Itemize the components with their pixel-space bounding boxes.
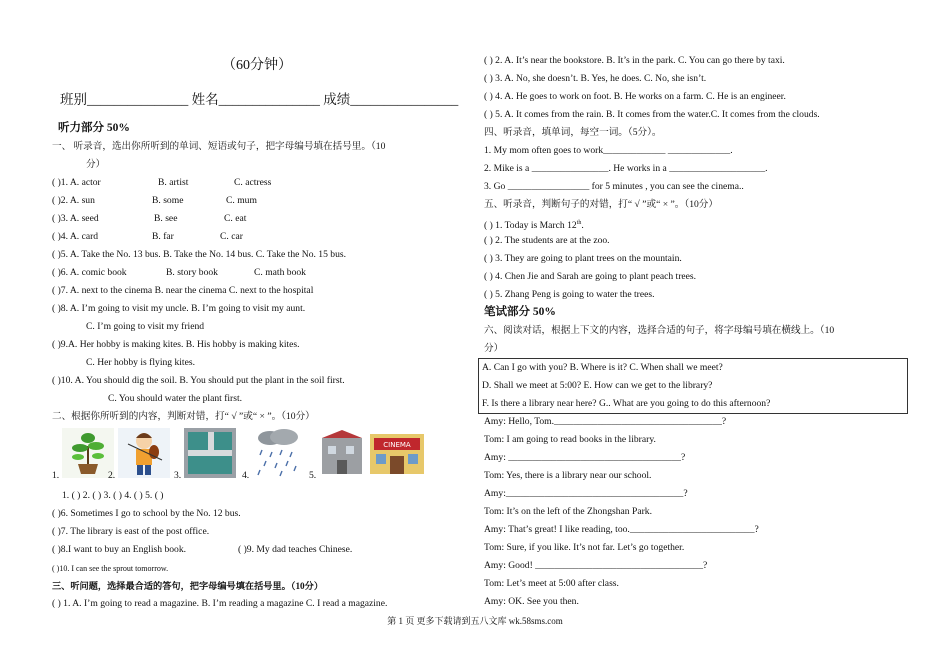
s4-question-3: 3. Go _________________ for 5 minutes , you can see the cinema.. [484,181,744,192]
options-row-3: F. Is there a library near here? G.. What are you going to do this afternoon? [482,398,771,409]
section4-instructions: 四、听录音，填单词，每空一词。（5分）。 [484,127,662,138]
s5-question-5: ( ) 5. Zhang Peng is going to water the trees. [484,289,655,300]
s1-question-9: ( )9.A. Her hobby is making kites. B. His hobby is making kites. [52,339,300,350]
section6-instructions-cont: 分） [484,343,504,354]
rain-picture [252,428,304,478]
cinema-picture [318,428,428,478]
section1-instructions: 一、 听录音，选出你所听到的单词、短语或句子，把字母编号填在括号里。（10 [52,141,386,152]
picture-number-2: 2. [108,470,116,481]
s3-question-3: ( ) 3. A. No, she doesn’t. B. Yes, he does. C. No, she isn’t. [484,73,707,84]
s4-question-2: 2. Mike is a ________________. He works in a ____________________. [484,163,768,174]
s3-question-4: ( ) 4. A. He goes to work on foot. B. He works on a farm. C. He is an engineer. [484,91,786,102]
s5-question-2: ( ) 2. The students are at the zoo. [484,235,610,246]
s3-question-5: ( ) 5. A. It comes from the rain. B. It comes from the water.C. It comes from the clouds. [484,109,820,120]
s2-question-8: ( )8.I want to buy an English book. [52,544,187,555]
section6-instructions: 六、阅读对话，根据上下文的内容，选择合适的句子，将字母编号填在横线上。（10 [484,325,835,336]
section5-instructions: 五、听录音，判断句子的对错，打“ √ ”或“ × ”。（10分） [484,199,718,210]
picture-number-5: 5. [309,470,317,481]
s1-question-10: ( )10. A. You should dig the soil. B. You should put the plant in the soil first. [52,375,345,386]
s1-question-2: ( )2. A. sun B. some C. mum [52,195,257,206]
section1-instructions-cont: 分） [86,159,106,170]
s1-question-10-option-c: C. You should water the plant first. [108,393,243,404]
dialog-line: Amy: Hello, Tom.___________________________________? [484,416,727,427]
exam-duration-title: （60分钟） [222,58,292,73]
dialog-line: Tom: Sure, if you like. It’s not far. Let’s go together. [484,542,685,553]
s3-question-2: ( ) 2. A. It’s near the bookstore. B. It’s in the park. C. You can go there by taxi. [484,55,785,66]
listening-section-heading: 听力部分 50% [58,122,130,134]
violin-boy-picture [118,428,170,478]
s5-question-1: ( ) 1. Today is March 12th. [484,220,584,232]
dialog-line: Tom: I am going to read books in the library. [484,434,656,445]
s3-question-1: ( ) 1. A. I’m going to read a magazine. B. I’m reading a magazine C. I read a magazine. [52,598,388,609]
dialog-line: Amy: That’s great! I like reading, too.__________________________? [484,524,759,535]
dialog-line: Tom: Let’s meet at 5:00 after class. [484,578,619,589]
picture-number-4: 4. [242,470,250,481]
dialog-line: Amy: Good! ___________________________________? [484,560,708,571]
s5-question-4: ( ) 4. Chen Jie and Sarah are going to plant peach trees. [484,271,697,282]
s1-question-4: ( )4. A. card B. far C. car [52,231,243,242]
picture-answer-blanks: 1. ( ) 2. ( ) 3. ( ) 4. ( ) 5. ( ) [62,490,164,501]
options-row-1: A. Can I go with you? B. Where is it? C. When shall we meet? [482,362,723,373]
picture-number-3: 3. [174,470,182,481]
s1-question-6: ( )6. A. comic book B. story book C. math book [52,267,306,278]
s1-question-8: ( )8. A. I’m going to visit my uncle. B. I’m going to visit my aunt. [52,303,306,314]
road-map-picture [184,428,236,478]
dialog-line: Amy:_____________________________________? [484,488,688,499]
written-section-heading: 笔试部分 50% [484,306,556,318]
svg-text:CINEMA: CINEMA [383,441,411,449]
student-info-fields: 班别_______________ 姓名_______________ 成绩________________ [60,92,459,107]
options-row-2: D. Shall we meet at 5:00? E. How can we get to the library? [482,380,713,391]
s2-question-7: ( )7. The library is east of the post office. [52,526,210,537]
s4-question-1: 1. My mom often goes to work_____________ _____________. [484,145,733,156]
s1-question-8-option-c: C. I’m going to visit my friend [86,321,205,332]
section3-instructions: 三、听问题，选择最合适的答句，把字母编号填在括号里。（10分） [52,581,324,591]
s2-question-10: ( )10. I can see the sprout tomorrow. [52,564,169,573]
potted-plant-picture [62,428,114,478]
s5-question-3: ( ) 3. They are going to plant trees on the mountain. [484,253,682,264]
s1-question-7: ( )7. A. next to the cinema B. near the cinema C. next to the hospital [52,285,314,296]
s1-question-3: ( )3. A. seed B. see C. eat [52,213,247,224]
s1-question-1: ( )1. A. actor B. artist C. actress [52,177,272,188]
section2-instructions: 二、根据你所听到的内容，判断对错，打“ √ ”或“ × ”。（10分） [52,411,315,422]
page-footer: 第 1 页 更多下载请到五八文库 wk.58sms.com [387,616,563,626]
s2-question-6: ( )6. Sometimes I go to school by the No. 12 bus. [52,508,241,519]
dialog-line: Tom: Yes, there is a library near our school. [484,470,652,481]
s1-question-5: ( )5. A. Take the No. 13 bus. B. Take the No. 14 bus. C. Take the No. 15 bus. [52,249,347,260]
s1-question-9-option-c: C. Her hobby is flying kites. [86,357,195,368]
dialog-line: Amy: OK. See you then. [484,596,579,607]
dialog-line: Tom: It’s on the left of the Zhongshan Park. [484,506,652,517]
dialog-line: Amy: ____________________________________? [484,452,686,463]
s2-question-9: ( )9. My dad teaches Chinese. [238,544,353,555]
picture-number-1: 1. [52,470,60,481]
